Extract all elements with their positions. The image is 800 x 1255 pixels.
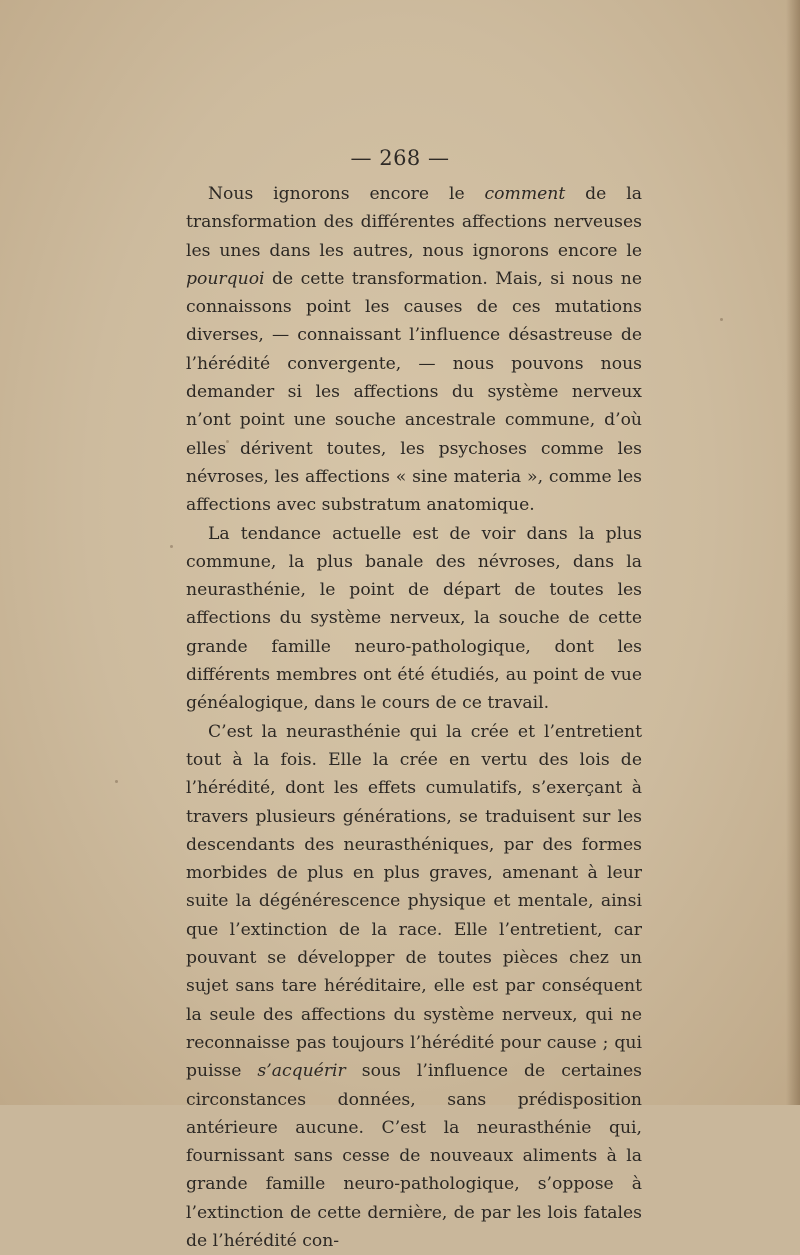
- text-run: de cette transformation. Mais, si nous ne connaissons point les causes de ces mutations diverses, — connaissant l’influence désastreuse de l’hérédité convergente, — nous pouvons nous demander si les affections du système nerveux n’ont point une souche ancestrale commune, d’où elles dérivent toutes, les psychoses comme les névroses, les affections « sine materia », comme les affections avec substratum anatomique.: [186, 268, 642, 516]
- italic-text-run: pourquoi: [186, 268, 265, 289]
- text-run: sous l’influence de certaines circonstances données, sans prédisposition antérieure aucune. C’est la neurasthénie qui, fournissant sans cesse de nouveaux aliments à la grande famille neuro-pathologique, s’oppose à l’extinction de cette dernière, de par les lois fatales de l’hérédité con-: [186, 1061, 642, 1251]
- paper-speck: [170, 545, 173, 548]
- italic-text-run: comment: [484, 184, 566, 204]
- paragraph: [186, 718, 642, 1255]
- body-text: [186, 180, 642, 1255]
- text-run: Nous ignorons encore le: [208, 184, 485, 204]
- text-run: La tendance actuelle est de voir dans la plus commune, la plus banale des névroses, dans la neurasthénie, le point de départ de toutes les affections du système nerveux, la souche de cette grande famille neuro-pathologique, dont les différents membres ont été étudiés, au point de vue généalogique, dans le cours de ce travail.: [186, 523, 642, 714]
- paragraph: [186, 520, 642, 718]
- text-run: de la transformation des différentes affections nerveuses les unes dans les autres, nous ignorons encore le: [186, 184, 642, 261]
- paper-speck: [115, 780, 118, 783]
- page-number: — 268 —: [350, 146, 450, 170]
- italic-text-run: s’acquérir: [257, 1061, 346, 1082]
- text-run: C’est la neurasthénie qui la crée et l’entretient tout à la fois. Elle la crée en vertu des lois de l’hérédité, dont les effets cumulatifs, s’exerçant à travers plusieurs générations, se traduisent sur les descendants des neurasthéniques, par des formes morbides de plus en plus graves, amenant à leur suite la dégénérescence physique et mentale, ainsi que l’extinction de la race. Elle l’entretient, car pouvant se développer de toutes pièces chez un sujet sans tare héréditaire, elle est par conséquent la seule des affections du système nerveux, qui ne reconnaisse pas toujours l’hérédité pour cause ; qui puisse: [186, 721, 642, 1082]
- paper-speck: [720, 318, 723, 321]
- paragraph: [186, 180, 642, 520]
